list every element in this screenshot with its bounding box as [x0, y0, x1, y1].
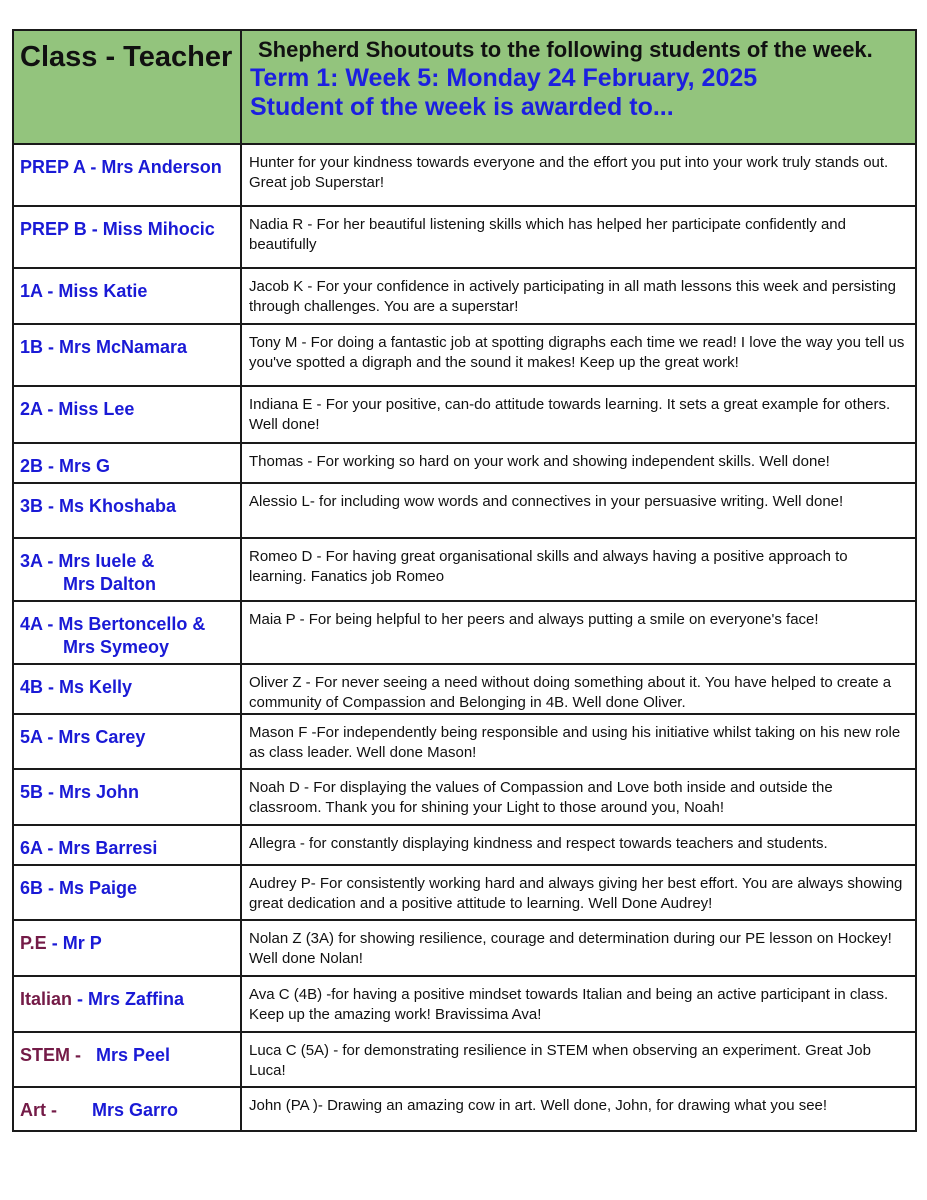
- class-teacher-label: 5A - Mrs Carey: [20, 727, 146, 747]
- header-award-line: Student of the week is awarded to...: [250, 93, 674, 121]
- table-row: [13, 664, 916, 714]
- class-teacher-cell: [13, 1087, 241, 1131]
- header-title-cell: [241, 30, 916, 144]
- award-message-cell: Jacob K - For your confidence in actively participating in all math lessons this week and persisting through challenges. You are a superstar!: [241, 268, 916, 324]
- table-row: [13, 769, 916, 825]
- header-class-teacher: Class - Teacher: [13, 30, 241, 144]
- award-message-cell: Thomas - For working so hard on your work and showing independent skills. Well done!: [241, 443, 916, 483]
- award-message-cell: Oliver Z - For never seeing a need without doing something about it. You have helped to create a community of Compassion and Belonging in 4B. Well done Oliver.: [241, 664, 916, 714]
- class-teacher-label: 4A - Ms Bertoncello &: [20, 614, 206, 634]
- class-teacher-label: PREP A - Mrs Anderson: [20, 157, 222, 177]
- second-teacher-label: Mrs Symeoy: [63, 637, 170, 657]
- student-of-the-week-table: [12, 29, 917, 1132]
- table-row: [13, 920, 916, 976]
- class-teacher-label: PREP B - Miss Mihocic: [20, 219, 215, 239]
- class-teacher-label: 2B - Mrs G: [20, 456, 111, 476]
- class-teacher-cell: [13, 483, 241, 538]
- subject-label: Italian: [20, 989, 73, 1009]
- award-message-cell: Audrey P- For consistently working hard and always giving her best effort. You are always showing great dedication and a positive attitude to learning. Well Done Audrey!: [241, 865, 916, 920]
- class-teacher-cell: [13, 825, 241, 865]
- table-row: [13, 825, 916, 865]
- class-teacher-cell: [13, 324, 241, 386]
- award-message-cell: Allegra - for constantly displaying kindness and respect towards teachers and students.: [241, 825, 916, 865]
- teacher-name: - Mrs Zaffina: [72, 989, 185, 1009]
- class-teacher-label: 1A - Miss Katie: [20, 281, 148, 301]
- class-teacher-cell: [13, 601, 241, 664]
- teacher-name: Mrs Peel: [81, 1045, 171, 1065]
- subject-label: Art -: [20, 1100, 57, 1120]
- class-teacher-cell: [13, 386, 241, 443]
- subject-label: STEM -: [20, 1045, 81, 1065]
- class-teacher-label: 2A - Miss Lee: [20, 399, 135, 419]
- class-teacher-cell: [13, 144, 241, 206]
- table-row: [13, 443, 916, 483]
- class-teacher-label: 5B - Mrs John: [20, 782, 140, 802]
- header-row: [13, 30, 916, 144]
- teacher-name: - Mr P: [46, 933, 102, 953]
- class-teacher-label: 3A - Mrs Iuele &: [20, 551, 155, 571]
- table-row: [13, 976, 916, 1032]
- class-teacher-cell: [13, 206, 241, 268]
- table-row: [13, 1087, 916, 1131]
- award-message-cell: Ava C (4B) -for having a positive mindset towards Italian and being an active participant in class. Keep up the amazing work! Bravissima Ava!: [241, 976, 916, 1032]
- class-teacher-label: 1B - Mrs McNamara: [20, 337, 188, 357]
- award-message-cell: Luca C (5A) - for demonstrating resilience in STEM when observing an experiment. Great Job Luca!: [241, 1032, 916, 1087]
- second-teacher-label: Mrs Dalton: [63, 574, 157, 594]
- award-message-cell: Hunter for your kindness towards everyone and the effort you put into your work truly stands out. Great job Superstar!: [241, 144, 916, 206]
- award-message-cell: Mason F -For independently being responsible and using his initiative whilst taking on his new role as class leader. Well done Mason!: [241, 714, 916, 769]
- class-teacher-cell: [13, 1032, 241, 1087]
- class-teacher-cell: [13, 443, 241, 483]
- award-message-cell: Nolan Z (3A) for showing resilience, courage and determination during our PE lesson on Hockey! Well done Nolan!: [241, 920, 916, 976]
- class-teacher-cell: [13, 920, 241, 976]
- table-row: [13, 206, 916, 268]
- table-row: [13, 324, 916, 386]
- subject-label: P.E: [20, 933, 47, 953]
- table-row: [13, 268, 916, 324]
- award-message-cell: Romeo D - For having great organisational skills and always having a positive approach to learning. Fanatics job Romeo: [241, 538, 916, 601]
- class-teacher-label: 4B - Ms Kelly: [20, 677, 133, 697]
- award-message-cell: Tony M - For doing a fantastic job at spotting digraphs each time we read! I love the way you tell us you've spotted a digraph and the sound it makes! Keep up the great work!: [241, 324, 916, 386]
- class-teacher-cell: [13, 714, 241, 769]
- award-message-cell: Indiana E - For your positive, can-do attitude towards learning. It sets a great example for others. Well done!: [241, 386, 916, 443]
- class-teacher-cell: [13, 538, 241, 601]
- header-term-date: Term 1: Week 5: Monday 24 February, 2025: [250, 64, 758, 92]
- award-message-cell: Alessio L- for including wow words and connectives in your persuasive writing. Well done!: [241, 483, 916, 538]
- class-teacher-cell: [13, 976, 241, 1032]
- table-row: [13, 538, 916, 601]
- table-row: [13, 714, 916, 769]
- table-row: [13, 601, 916, 664]
- teacher-name: Mrs Garro: [57, 1100, 179, 1120]
- class-teacher-label: 3B - Ms Khoshaba: [20, 496, 177, 516]
- header-shoutout-line: Shepherd Shoutouts to the following students of the week.: [258, 37, 873, 62]
- class-teacher-cell: [13, 664, 241, 714]
- class-teacher-cell: [13, 268, 241, 324]
- table-row: [13, 483, 916, 538]
- award-message-cell: Maia P - For being helpful to her peers and always putting a smile on everyone's face!: [241, 601, 916, 664]
- class-teacher-cell: [13, 865, 241, 920]
- class-teacher-cell: [13, 769, 241, 825]
- class-teacher-label: 6B - Ms Paige: [20, 878, 138, 898]
- table-row: [13, 386, 916, 443]
- award-message-cell: Noah D - For displaying the values of Compassion and Love both inside and outside the classroom. Thank you for shining your Light to those around you, Noah!: [241, 769, 916, 825]
- table-row: [13, 144, 916, 206]
- table-row: [13, 1032, 916, 1087]
- table-row: [13, 865, 916, 920]
- class-teacher-label: 6A - Mrs Barresi: [20, 838, 158, 858]
- award-message-cell: John (PA )- Drawing an amazing cow in art. Well done, John, for drawing what you see!: [241, 1087, 916, 1131]
- award-message-cell: Nadia R - For her beautiful listening skills which has helped her participate confidently and beautifully: [241, 206, 916, 268]
